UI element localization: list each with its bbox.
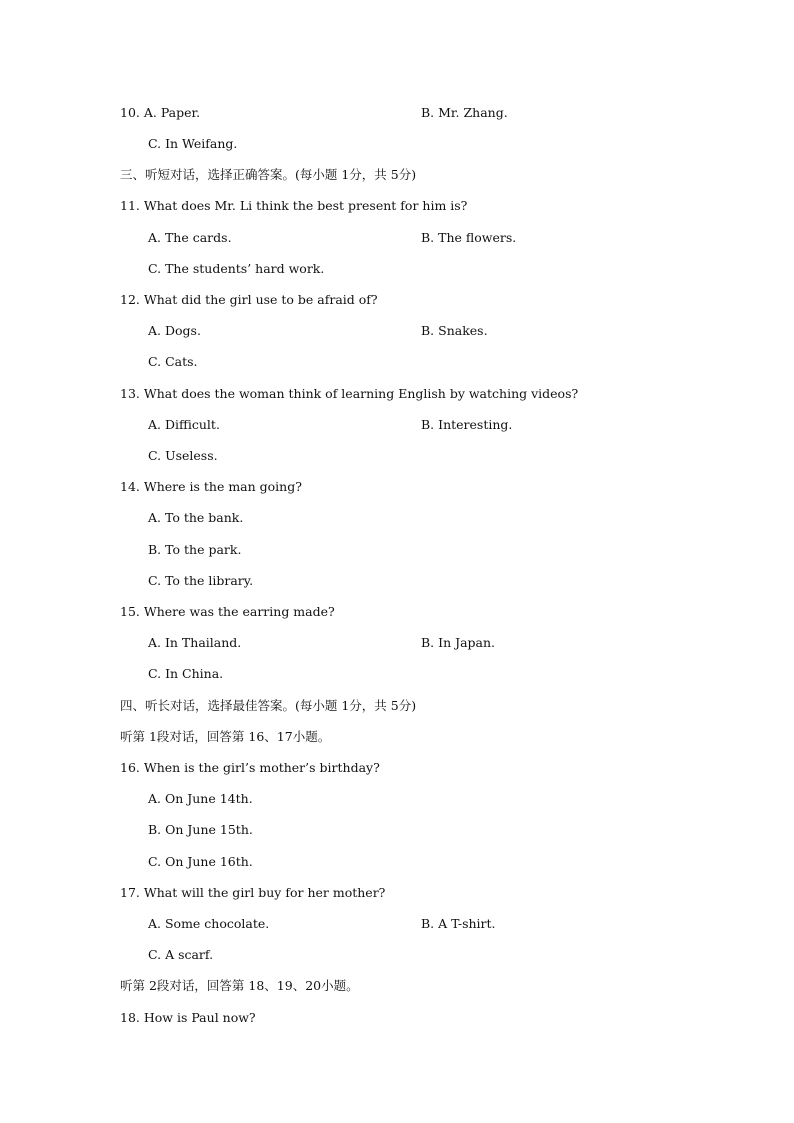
q11-option-b: B. The flowers. <box>421 230 517 245</box>
q14-question: 14. Where is the man going? <box>120 479 302 494</box>
q12-question: 12. What did the girl use to be afraid of? <box>120 292 378 307</box>
q14-option-c: C. To the library. <box>148 573 254 588</box>
q14-option-b: B. To the park. <box>148 542 242 557</box>
q12-option-b: B. Snakes. <box>421 323 488 338</box>
q13-option-a: A. Difficult. <box>148 417 220 432</box>
q17-option-b: B. A T-shirt. <box>421 916 496 931</box>
q11-option-c: C. The students’ hard work. <box>148 261 325 276</box>
q17-question: 17. What will the girl buy for her mother? <box>120 885 386 900</box>
q16-question: 16. When is the girl’s mother’s birthday? <box>120 760 380 775</box>
section4-header: 四、听长对话，选择最佳答案。(每小题 1分，共 5分) <box>120 698 417 713</box>
dialog1-instruction: 听第 1段对话，回答第 16、17小题。 <box>120 729 331 744</box>
q17-option-c: C. A scarf. <box>148 947 214 962</box>
q10-option-a: 10. A. Paper. <box>120 105 201 120</box>
q11-option-a: A. The cards. <box>148 230 232 245</box>
q16-option-a: A. On June 14th. <box>148 791 253 806</box>
q12-option-a: A. Dogs. <box>148 323 201 338</box>
q17-option-a: A. Some chocolate. <box>148 916 270 931</box>
q15-option-c: C. In China. <box>148 666 224 681</box>
q16-option-b: B. On June 15th. <box>148 822 253 837</box>
q11-question: 11. What does Mr. Li think the best present for him is? <box>120 198 468 213</box>
q13-option-b: B. Interesting. <box>421 417 513 432</box>
q18-question: 18. How is Paul now? <box>120 1010 256 1025</box>
q13-question: 13. What does the woman think of learning English by watching videos? <box>120 386 579 401</box>
q10-option-b: B. Mr. Zhang. <box>421 105 508 120</box>
q15-option-b: B. In Japan. <box>421 635 496 650</box>
q16-option-c: C. On June 16th. <box>148 854 253 869</box>
q13-option-c: C. Useless. <box>148 448 218 463</box>
q14-option-a: A. To the bank. <box>148 510 244 525</box>
section3-header: 三、听短对话，选择正确答案。(每小题 1分，共 5分) <box>120 167 417 182</box>
dialog2-instruction: 听第 2段对话，回答第 18、19、20小题。 <box>120 978 359 993</box>
q15-option-a: A. In Thailand. <box>148 635 242 650</box>
q15-question: 15. Where was the earring made? <box>120 604 335 619</box>
q12-option-c: C. Cats. <box>148 354 198 369</box>
q10-option-c: C. In Weifang. <box>148 136 238 151</box>
